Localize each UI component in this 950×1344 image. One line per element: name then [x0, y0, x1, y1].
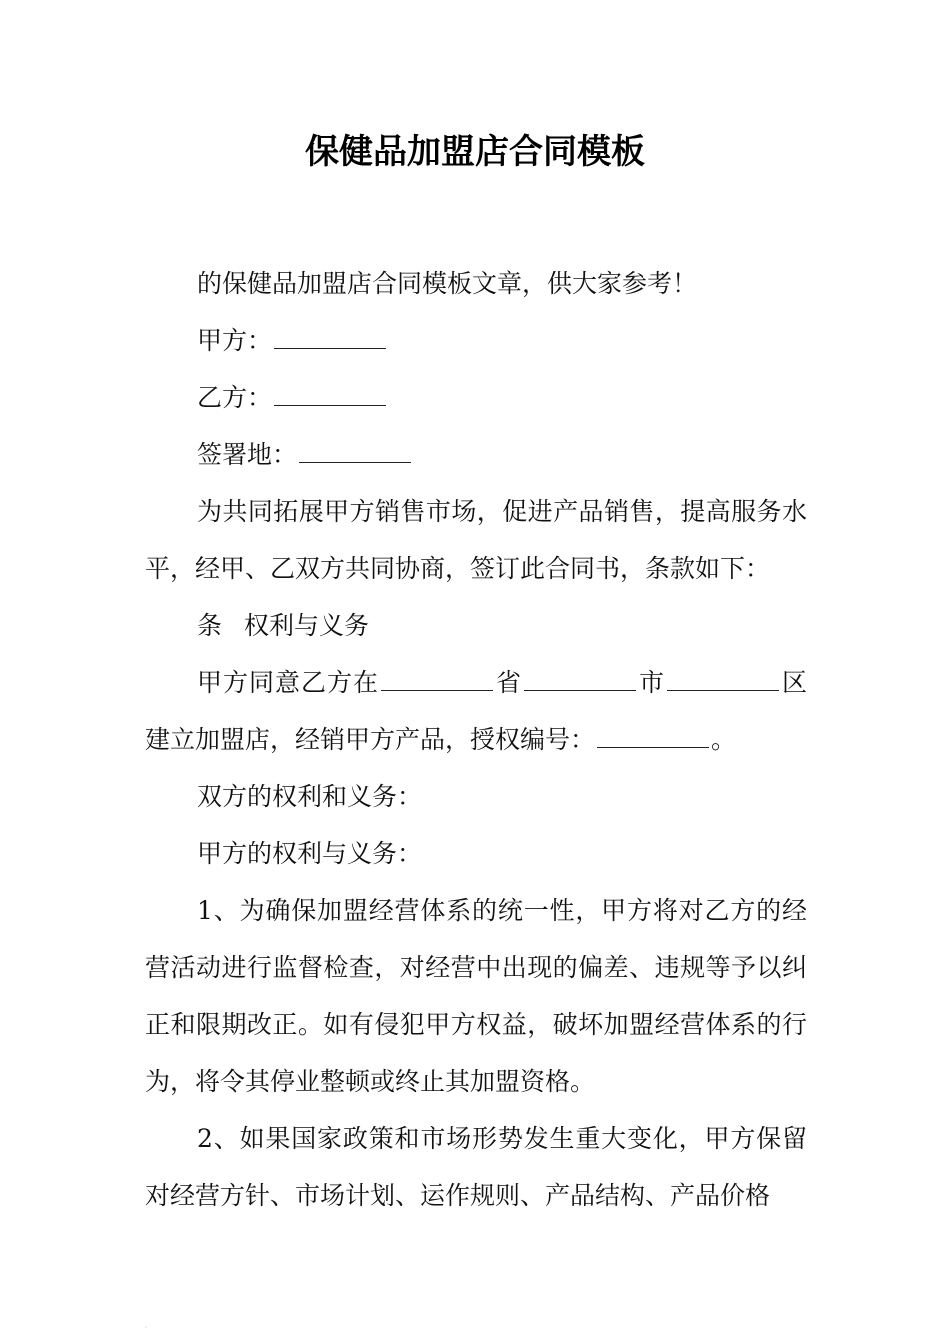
- clause-1: 1、为确保加盟经营体系的统一性，甲方将对乙方的经营活动进行监督检查，对经营中出现的偏差、违规等予以纠正和限期改正。如有侵犯甲方权益，破坏加盟经营体系的行为，将令其停业整顿或终止其加盟资格。: [145, 896, 807, 1096]
- clause-2: 2、如果国家政策和市场形势发生重大变化，甲方保留对经营方针、市场计划、运作规则、产品结构、产品价格: [145, 1124, 807, 1210]
- party-a-blank: [274, 330, 386, 349]
- page-mark: [145, 1326, 147, 1328]
- city-blank: [524, 672, 636, 691]
- document-body: [145, 255, 807, 1224]
- place-label: 签署地：: [197, 440, 298, 469]
- party-b-blank: [274, 387, 386, 406]
- location-prefix: 甲方同意乙方在: [197, 668, 379, 697]
- place-blank: [299, 444, 411, 463]
- party-a-line: [145, 312, 807, 369]
- location-middle: 建立加盟店，经销甲方产品，授权编号：: [145, 725, 596, 754]
- province-blank: [381, 672, 493, 691]
- district-label: 区: [780, 668, 807, 697]
- province-label: 省: [494, 668, 522, 697]
- rights-a-line: 甲方的权利与义务：: [197, 839, 423, 868]
- article-heading: [145, 597, 807, 654]
- auth-number-blank: [597, 729, 709, 748]
- location-paragraph: [145, 654, 807, 768]
- party-b-label: 乙方：: [197, 383, 273, 412]
- page-title: 保健品加盟店合同模板: [305, 132, 645, 172]
- article-title: 权利与义务: [244, 611, 370, 640]
- location-end: 。: [711, 725, 737, 754]
- district-blank: [667, 672, 779, 691]
- intro-paragraph: 的保健品加盟店合同模板文章，供大家参考！: [197, 269, 698, 298]
- place-line: [145, 426, 807, 483]
- party-a-label: 甲方：: [197, 326, 273, 355]
- article-number: 条: [197, 611, 223, 640]
- party-b-line: [145, 369, 807, 426]
- purpose-paragraph: 为共同拓展甲方销售市场，促进产品销售，提高服务水平，经甲、乙双方共同协商，签订此合同书，条款如下：: [145, 497, 807, 583]
- rights-both-line: 双方的权利和义务：: [197, 782, 423, 811]
- city-label: 市: [637, 668, 665, 697]
